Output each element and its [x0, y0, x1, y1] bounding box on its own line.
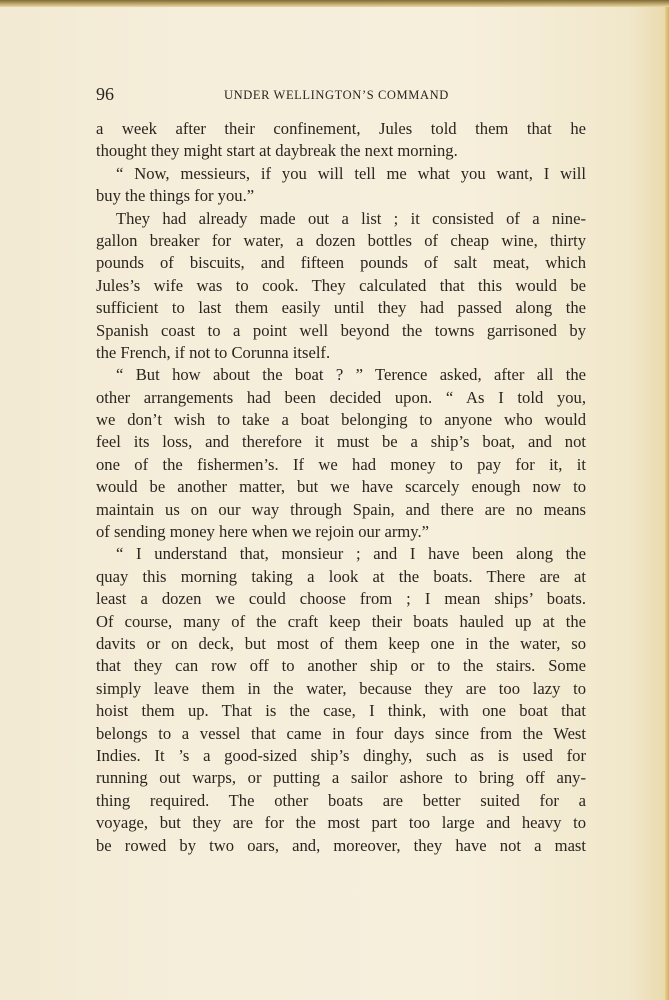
text-line: we don’t wish to take a boat belonging to anyone who would [96, 410, 586, 430]
text-line: buy the things for you.” [96, 186, 255, 206]
page-right-edge [665, 7, 669, 1000]
text-line: a week after their confinement, Jules told them that he [96, 119, 586, 138]
text-line: quay this morning taking a look at the boats. There are at [96, 566, 586, 586]
text-line: that they can row off to another ship or to the stairs. Some [96, 656, 586, 676]
text-line: other arrangements had been decided upon. “ As I told you, [96, 387, 586, 407]
text-line: thing required. The other boats are better suited for a [96, 790, 586, 810]
text-line: sufficient to last them easily until they had passed along the [96, 298, 586, 318]
running-head: UNDER WELLINGTON’S COMMAND [224, 88, 449, 102]
text-line: “ Now, messieurs, if you will tell me what you want, I will [116, 163, 586, 183]
text-line: maintain us on our way through Spain, and there are no means [96, 499, 586, 519]
text-line: pounds of biscuits, and fifteen pounds of salt meat, which [96, 253, 586, 273]
text-line: hoist them up. That is the case, I think, with one boat that [96, 701, 586, 721]
text-line: be rowed by two oars, and, moreover, they have not a mast [96, 835, 586, 855]
page-number: 96 [96, 84, 114, 104]
text-line: one of the fishermen’s. If we had money to pay for it, it [96, 454, 586, 474]
text-line: gallon breaker for water, a dozen bottles of cheap wine, thirty [96, 230, 586, 250]
text-line: “ But how about the boat ? ” Terence asked, after all the [116, 365, 586, 385]
text-line: “ I understand that, monsieur ; and I have been along the [116, 544, 586, 564]
page-header [96, 84, 586, 108]
text-line: least a dozen we could choose from ; I mean ships’ boats. [96, 589, 586, 609]
body-text [96, 118, 586, 857]
text-line: voyage, but they are for the most part too large and heavy to [96, 813, 586, 833]
text-line: of sending money here when we rejoin our army.” [96, 522, 429, 542]
text-line: Spanish coast to a point well beyond the towns garrisoned by [96, 320, 586, 340]
text-line: belongs to a vessel that came in four days since from the West [96, 723, 586, 743]
text-line: thought they might start at daybreak the next morning. [96, 141, 458, 161]
text-line: They had already made out a list ; it consisted of a nine- [116, 208, 586, 228]
text-line: Jules’s wife was to cook. They calculated that this would be [96, 275, 586, 295]
text-line: Of course, many of the craft keep their boats hauled up at the [96, 611, 586, 631]
text-line: Indies. It ’s a good-sized ship’s dinghy, such as is used for [96, 745, 586, 765]
text-line: davits or on deck, but most of them keep one in the water, so [96, 633, 586, 653]
page-top-edge [0, 0, 669, 7]
text-line: simply leave them in the water, because they are too lazy to [96, 678, 586, 698]
text-line: running out warps, or putting a sailor ashore to bring off any- [96, 768, 586, 788]
text-line: the French, if not to Corunna itself. [96, 342, 331, 362]
text-line: feel its loss, and therefore it must be a ship’s boat, and not [96, 432, 586, 452]
text-line: would be another matter, but we have scarcely enough now to [96, 477, 586, 497]
